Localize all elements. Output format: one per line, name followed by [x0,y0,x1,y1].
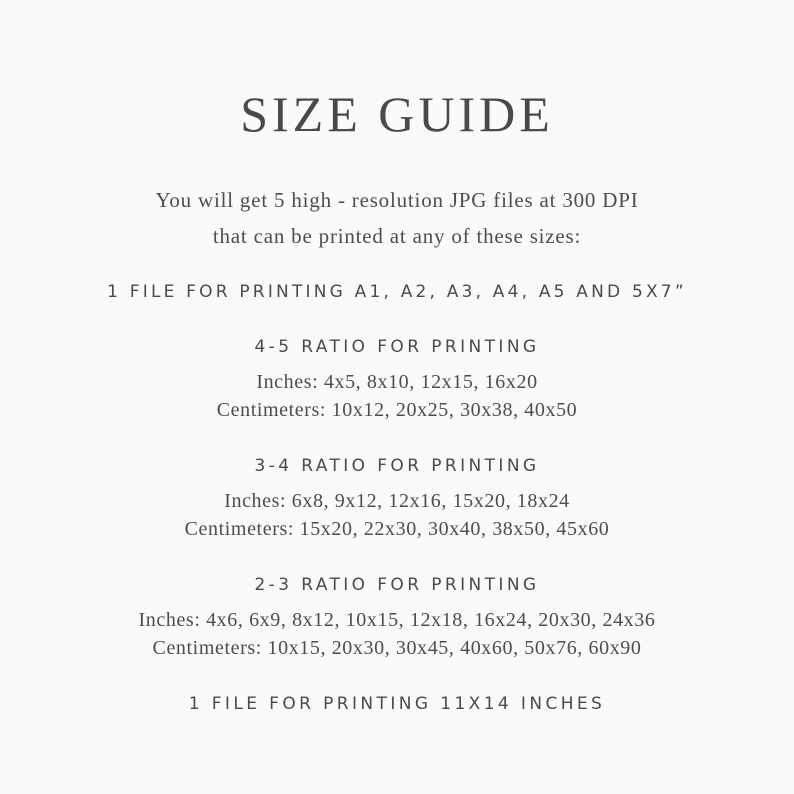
file-11x14-heading: 1 FILE FOR PRINTING 11X14 INCHES [188,694,606,714]
intro-line-1: You will get 5 high - resolution JPG files at 300 DPI [155,188,639,212]
page-title: SIZE GUIDE [240,86,554,142]
ratio-4-5-inches: Inches: 4x5, 8x10, 12x15, 16x20 [256,371,538,393]
ratio-3-4-inches: Inches: 6x8, 9x12, 12x16, 15x20, 18x24 [224,490,570,512]
intro-line-2: that can be printed at any of these sizes: [212,224,582,248]
a-sizes-file-heading: 1 FILE FOR PRINTING A1, A2, A3, A4, A5 AND 5X7” [107,282,687,302]
ratio-4-5-heading: 4-5 RATIO FOR PRINTING [254,337,540,357]
ratio-2-3-centimeters: Centimeters: 10x15, 20x30, 30x45, 40x60, 50x76, 60x90 [152,637,642,659]
ratio-3-4-heading: 3-4 RATIO FOR PRINTING [254,456,540,476]
ratio-2-3-inches: Inches: 4x6, 6x9, 8x12, 10x15, 12x18, 16x24, 20x30, 24x36 [138,609,656,631]
ratio-3-4-centimeters: Centimeters: 15x20, 22x30, 30x40, 38x50, 45x60 [184,518,610,540]
ratio-2-3-heading: 2-3 RATIO FOR PRINTING [254,575,540,595]
ratio-4-5-centimeters: Centimeters: 10x12, 20x25, 30x38, 40x50 [216,399,578,421]
